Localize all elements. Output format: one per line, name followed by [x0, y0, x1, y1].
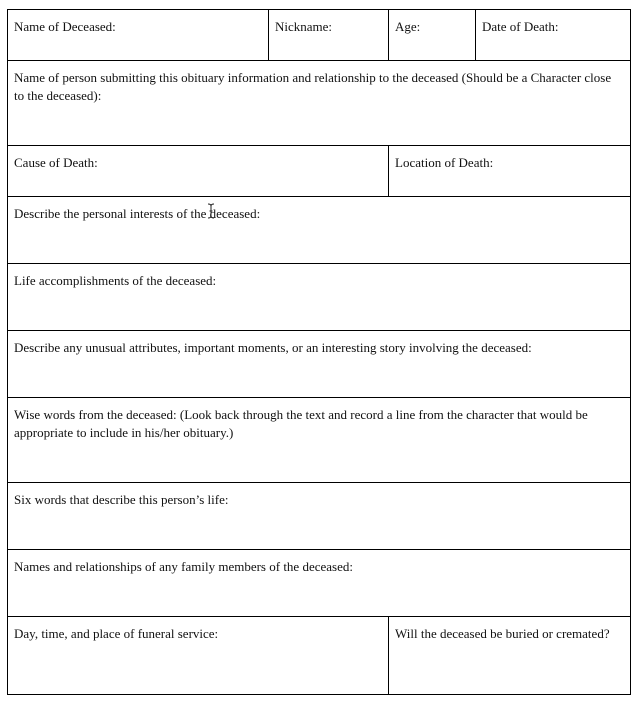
nickname-label: Nickname: [275, 19, 333, 34]
age-field[interactable] [389, 10, 476, 61]
obituary-form-table [7, 9, 631, 695]
cause-of-death-field[interactable] [8, 146, 389, 197]
submitter-field[interactable] [8, 61, 630, 146]
personal-interests-field[interactable] [8, 197, 630, 264]
family-members-field[interactable] [8, 550, 630, 617]
date-of-death-label: Date of Death: [482, 19, 559, 34]
family-members-label: Names and relationships of any family members of the deceased: [14, 559, 353, 574]
unusual-attributes-field[interactable] [8, 331, 630, 398]
date-of-death-field[interactable] [476, 10, 630, 61]
life-accomplishments-label: Life accomplishments of the deceased: [14, 273, 217, 288]
buried-or-cremated-label: Will the deceased be buried or cremated? [395, 626, 610, 641]
life-accomplishments-field[interactable] [8, 264, 630, 331]
unusual-attributes-label: Describe any unusual attributes, important moments, or an interesting story involving the deceased: [14, 340, 532, 355]
six-words-field[interactable] [8, 483, 630, 550]
funeral-service-label: Day, time, and place of funeral service: [14, 626, 219, 641]
name-of-deceased-field[interactable] [8, 10, 269, 61]
personal-interests-label: Describe the personal interests of the deceased: [14, 206, 261, 221]
wise-words-label: Wise words from the deceased: (Look back through the text and record a line from the character that would be appropriate to include in his/her obituary.) [14, 407, 588, 440]
submitter-label: Name of person submitting this obituary information and relationship to the deceased (Should be a Character close to the deceased): [14, 70, 612, 103]
text-cursor-icon [207, 203, 215, 219]
cause-of-death-label: Cause of Death: [14, 155, 98, 170]
name-of-deceased-label: Name of Deceased: [14, 19, 116, 34]
age-label: Age: [395, 19, 421, 34]
location-of-death-label: Location of Death: [395, 155, 494, 170]
wise-words-field[interactable] [8, 398, 630, 483]
six-words-label: Six words that describe this person’s life: [14, 492, 229, 507]
location-of-death-field[interactable] [389, 146, 630, 197]
buried-or-cremated-field[interactable] [389, 617, 630, 694]
funeral-service-field[interactable] [8, 617, 389, 694]
nickname-field[interactable] [269, 10, 389, 61]
